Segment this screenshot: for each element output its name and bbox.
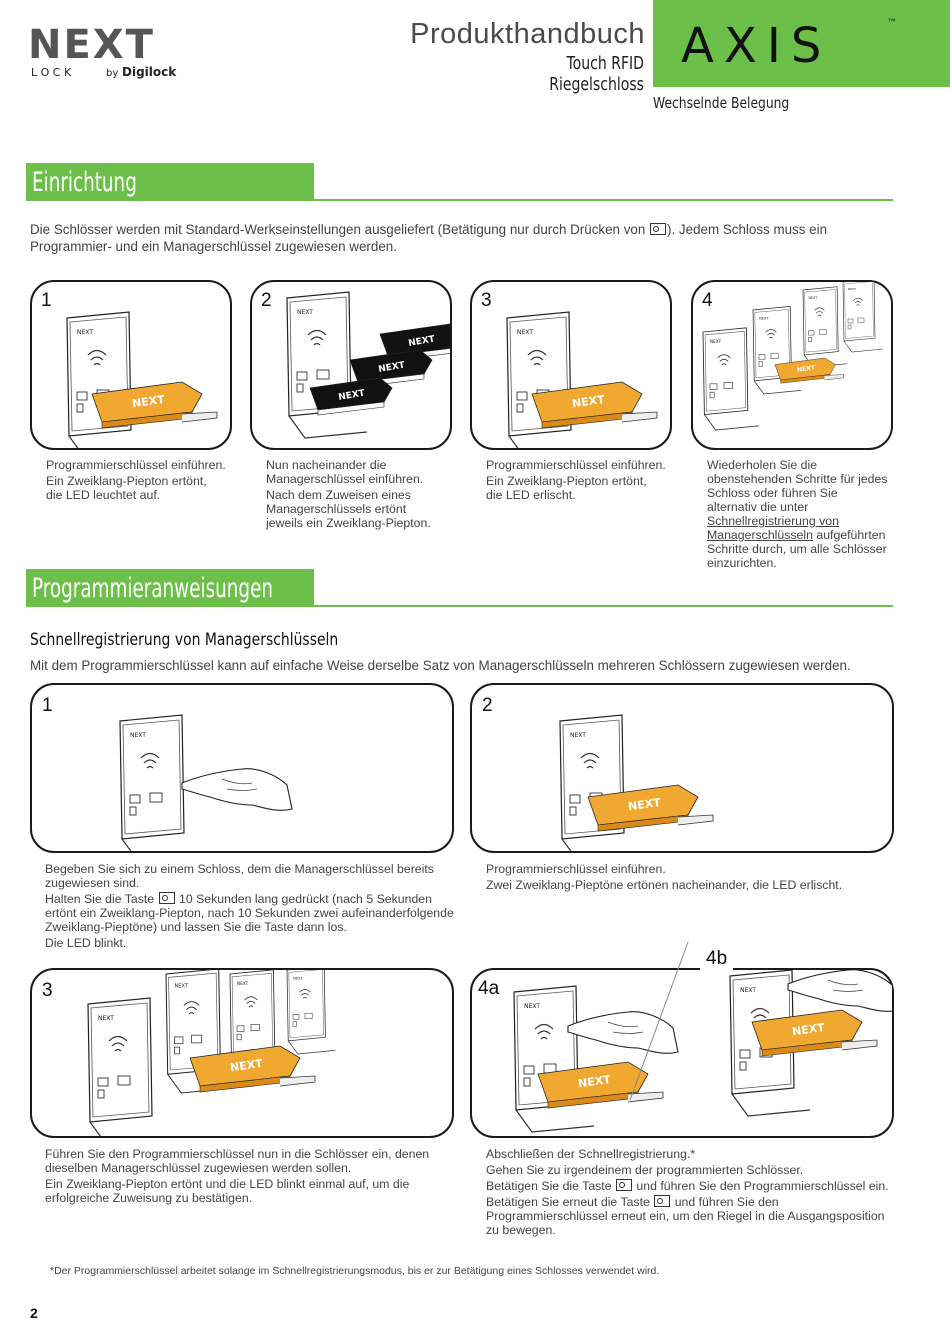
caption-text: und führen Sie den Programmierschlüssel ein.	[636, 1179, 889, 1193]
caption-text: Betätigen Sie die Taste	[486, 1179, 612, 1193]
key-button-icon	[616, 1179, 632, 1191]
prog-step-1-illustration	[32, 685, 452, 851]
step-4b-number: 4b	[700, 948, 733, 970]
caption-line: Begeben Sie sich zu einem Schloss, dem die Managerschlüssel bereits zugewiesen sind.	[45, 862, 434, 890]
caption-line: Ein Zweiklang-Piepton ertönt, die LED leuchtet auf.	[46, 474, 207, 502]
step-number: 1	[42, 695, 53, 716]
programming-heading: Programmieranweisungen	[32, 573, 274, 604]
step-4a-number: 4a	[478, 978, 500, 999]
caption-line: Nun nacheinander die Managerschlüssel einführen.	[266, 458, 424, 486]
caption-text: und führen Sie den Programmierschlüssel erneut ein, um den Riegel in die Ausgangsposition zu bewegen.	[486, 1195, 885, 1237]
logo-by-text: by	[106, 68, 119, 79]
logo-next-text: NEXT	[28, 22, 155, 68]
caption-line: Nach dem Zuweisen eines Managerschlüssels ertönt jeweils ein Zweiklang-Piepton.	[266, 488, 431, 530]
prog-step-2-illustration	[472, 685, 892, 851]
step-number: 2	[261, 290, 272, 311]
caption-line: Programmierschlüssel einführen.	[486, 458, 666, 472]
prog-step-4-caption	[486, 1147, 891, 1239]
axis-logo-text: AXIS	[681, 18, 832, 74]
caption-line: Führen Sie den Programmierschlüssel nun in die Schlösser ein, denen dieselben Managerschlüssel zugewiesen werden sollen.	[45, 1147, 430, 1175]
caption-line	[45, 892, 455, 934]
prog-step-2-caption	[486, 862, 886, 894]
trademark-mark: ™	[887, 18, 897, 29]
step-1-illustration	[32, 282, 230, 448]
caption-line: Zwei Zweiklang-Pieptöne ertönen nacheinander, die LED erlischt.	[486, 878, 843, 892]
setup-intro-part2: ). Jedem Schloss muss ein	[667, 222, 828, 237]
caption-line: Abschließen der Schnellregistrierung.*	[486, 1147, 696, 1161]
caption-line: Die LED blinkt.	[45, 936, 127, 950]
caption-line: Programmierschlüssel einführen.	[46, 458, 226, 472]
step-number: 3	[481, 290, 492, 311]
page-subtitle-1: Touch RFID	[566, 53, 644, 74]
page-subtitle-2: Riegelschloss	[549, 74, 644, 95]
step-number: 4	[702, 290, 713, 311]
setup-step-3-caption	[486, 458, 666, 504]
setup-step-1-panel	[30, 280, 232, 450]
setup-step-1-caption	[46, 458, 226, 504]
caption-text: Halten Sie die Taste	[45, 892, 155, 906]
prog-step-3-caption	[45, 1147, 455, 1207]
caption-line: Gehen Sie zu irgendeinem der programmierten Schlösser.	[486, 1163, 804, 1177]
prog-step-2-panel	[470, 683, 894, 853]
prog-step-1-panel	[30, 683, 454, 853]
key-button-icon	[650, 223, 666, 235]
step-number: 3	[42, 980, 53, 1001]
next-lock-logo	[28, 22, 203, 82]
key-button-icon	[159, 892, 175, 904]
step-number: 2	[482, 695, 493, 716]
prog-step-1-caption	[45, 862, 455, 952]
quick-registration-subheading: Schnellregistrierung von Managerschlüsseln	[30, 630, 339, 650]
setup-divider	[26, 199, 893, 201]
caption-text: Wiederholen Sie die obenstehenden Schritte für jedes Schloss oder führen Sie alternativ die unter	[707, 458, 888, 514]
logo-lock-text: L O C K	[31, 66, 72, 79]
setup-step-2-caption	[266, 458, 446, 532]
caption-line	[486, 1179, 891, 1193]
caption-text: aufgeführten Schritte durch, um alle Schlösser einzurichten.	[707, 528, 887, 570]
programming-divider	[26, 605, 893, 607]
setup-step-4-caption	[707, 458, 889, 570]
logo-digilock-text: Digilock	[122, 65, 177, 79]
footnote: *Der Programmierschlüssel arbeitet solange im Schnellregistrierungsmodus, bis er zur Betätigung eines Schlosses verwendet wird.	[50, 1265, 660, 1277]
quick-registration-intro: Mit dem Programmierschlüssel kann auf einfache Weise derselbe Satz von Managerschlüsseln mehreren Schlössern zugewiesen werden.	[30, 658, 851, 673]
setup-section-bar	[26, 163, 314, 200]
page-number: 2	[30, 1305, 38, 1321]
caption-line: Ein Zweiklang-Piepton ertönt und die LED blinkt einmal auf, um die erfolgreiche Zuweisung zu bestätigen.	[45, 1177, 410, 1205]
setup-step-4-panel	[691, 280, 893, 450]
setup-step-3-panel	[470, 280, 672, 450]
caption-text: 10 Sekunden lang gedrückt (nach 5 Sekunden ertönt ein Zweiklang-Piepton, nach 10 Sekunden zwei aufeinanderfolgende Zweiklang-Pieptöne) und lassen Sie die Taste dann los.	[45, 892, 454, 934]
quick-registration-link[interactable]: Schnellregistrierung von Managerschlüsseln	[707, 514, 839, 542]
step-3-illustration	[472, 282, 670, 448]
prog-step-3-illustration	[32, 970, 452, 1136]
key-button-icon	[654, 1195, 670, 1207]
setup-intro	[30, 221, 890, 255]
caption-line: Programmierschlüssel einführen.	[486, 862, 666, 876]
axis-brand-box	[653, 0, 950, 87]
programming-section-bar	[26, 569, 314, 606]
step-2-illustration	[252, 282, 450, 448]
step-4-illustration	[693, 282, 891, 448]
setup-intro-part1: Die Schlösser werden mit Standard-Werkseinstellungen ausgeliefert (Betätigung nur durch Drücken von	[30, 222, 646, 237]
caption-text: Betätigen Sie erneut die Taste	[486, 1195, 650, 1209]
step-number: 1	[41, 290, 52, 311]
product-variant: Wechselnde Belegung	[653, 94, 790, 112]
page-title: Produkthandbuch	[410, 18, 645, 50]
setup-heading: Einrichtung	[32, 167, 137, 198]
prog-step-3-panel	[30, 968, 454, 1138]
setup-intro-part3: Programmier- und ein Managerschlüssel zugewiesen werden.	[30, 239, 397, 254]
caption-line	[486, 1195, 891, 1237]
caption-line: Ein Zweiklang-Piepton ertönt, die LED erlischt.	[486, 474, 647, 502]
step-4-divider	[600, 940, 690, 1100]
setup-step-2-panel	[250, 280, 452, 450]
